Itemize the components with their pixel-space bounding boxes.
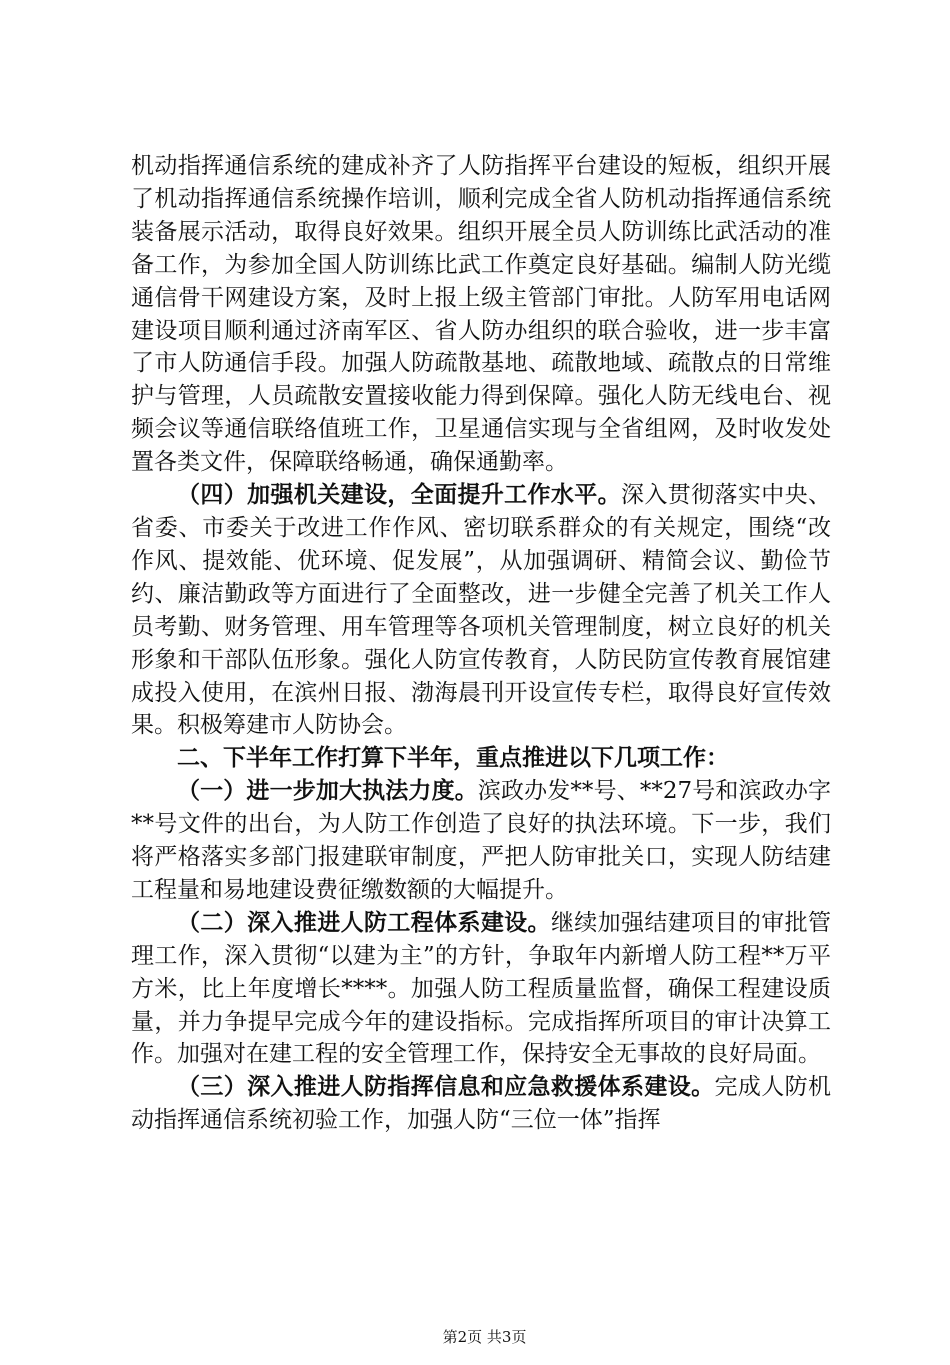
- paragraph: [131, 1071, 831, 1137]
- paragraph-text: 继续加强结建项目的审批管理工作，深入贯彻“以建为主”的方针，争取年内新增人防工程**万平方米，比上年度增长****。加强人防工程质量监督，确保工程建设质量，并力争提早完成今年的建设指标。完成指挥所项目的审计决算工作。加强对在建工程的安全管理工作，保持安全无事故的良好局面。: [131, 909, 832, 1068]
- paragraph: [131, 907, 831, 1072]
- paragraph-text: 完成人防机动指挥通信系统初验工作，加强人防“三位一体”指挥: [131, 1074, 832, 1134]
- paragraph: [131, 479, 831, 742]
- paragraph-text: 机动指挥通信系统的建成补齐了人防指挥平台建设的短板，组织开展了机动指挥通信系统操作培训，顺利完成全省人防机动指挥通信系统装备展示活动，取得良好效果。组织开展全员人防训练比武活动的准备工作，为参加全国人防训练比武工作奠定良好基础。编制人防光缆通信骨干网建设方案，及时上报上级主管部门审批。人防军用电话网建设项目顺利通过济南军区、省人防办组织的联合验收，进一步丰富了市人防通信手段。加强人防疏散基地、疏散地域、疏散点的日常维护与管理，人员疏散安置接收能力得到保障。强化人防无线电台、视频会议等通信联络值班工作，卫星通信实现与全省组网，及时收发处置各类文件，保障联络畅通，确保通勤率。: [131, 153, 831, 476]
- paragraph-heading: 二、下半年工作打算下半年，重点推进以下几项工作：: [177, 745, 729, 772]
- paragraph-text: 深入贯彻落实中央、省委、市委关于改进工作作风、密切联系群众的有关规定，围绕“改作风、提效能、优环境、促发展”，从加强调研、精简会议、勤俭节约、廉洁勤政等方面进行了全面整改，进一步健全完善了机关工作人员考勤、财务管理、用车管理等各项机关管理制度，树立良好的机关形象和干部队伍形象。强化人防宣传教育，人防民防宣传教育展馆建成投入使用，在滨州日报、渤海晨刊开设宣传专栏，取得良好宣传效果。积极筹建市人防协会。: [131, 482, 832, 739]
- paragraph-heading: （一）进一步加大执法力度。: [177, 778, 478, 805]
- paragraph: [131, 775, 831, 907]
- paragraph-heading: （三）深入推进人防指挥信息和应急救援体系建设。: [177, 1074, 715, 1101]
- paragraph: [131, 150, 831, 479]
- body-text: [131, 150, 831, 1137]
- page-number-label: 第2页 共3页: [442, 1328, 527, 1346]
- section-heading: [131, 742, 831, 775]
- paragraph-heading: （二）深入推进人防工程体系建设。: [177, 909, 551, 936]
- paragraph-text: 滨政办发**号、**27号和滨政办字**号文件的出台，为人防工作创造了良好的执法环境。下一步，我们将严格落实多部门报建联审制度，严把人防审批关口，实现人防结建工程量和易地建设费征缴数额的大幅提升。: [131, 778, 831, 903]
- page-footer: [0, 1308, 950, 1365]
- paragraph-heading: （四）加强机关建设，全面提升工作水平。: [177, 482, 622, 509]
